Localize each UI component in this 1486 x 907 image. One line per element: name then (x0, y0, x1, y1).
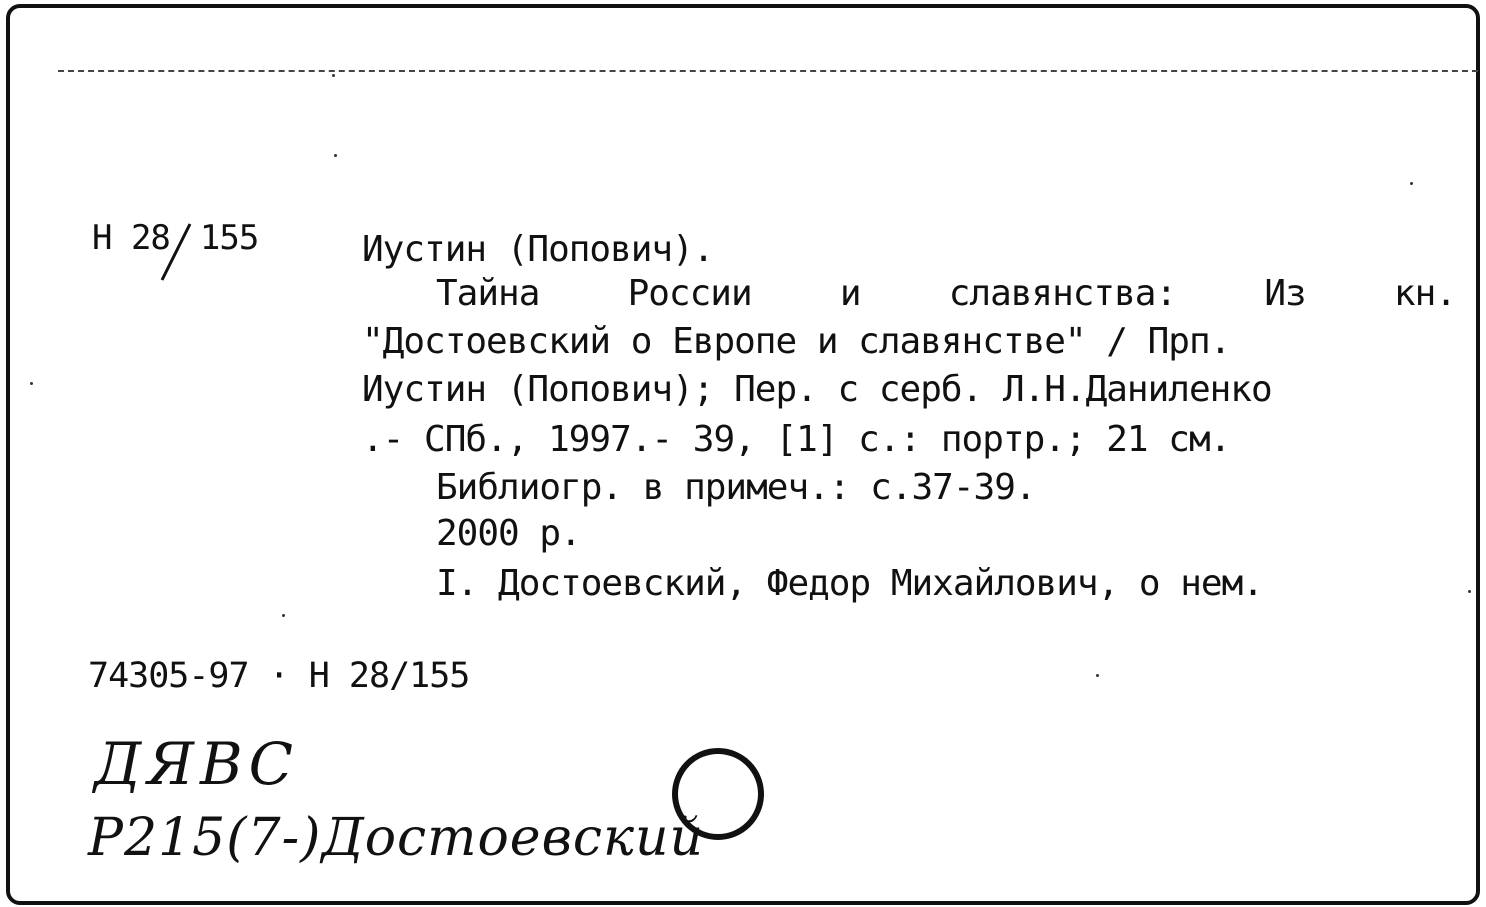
imprint-line: .- СПб., 1997.- 39, [1] с.: портр.; 21 см. (362, 419, 1231, 460)
entry-heading: Иустин (Попович). (362, 229, 714, 270)
handwritten-class-number: Р215(7-)Достоевский (88, 808, 704, 868)
catalog-card (6, 4, 1480, 905)
title-line-3: Иустин (Попович); Пер. с серб. Л.Н.Даниленко (362, 369, 1272, 410)
speck (1096, 674, 1099, 677)
price: 2000 р. (436, 513, 581, 554)
title-word: России (627, 273, 752, 314)
title-line-2: "Достоевский о Европе и славянстве" / Прп. (362, 321, 1231, 362)
subject-heading: I. Достоевский, Федор Михайлович, о нем. (436, 563, 1263, 604)
speck (1410, 182, 1413, 185)
inventory-number: 74305-97 · Н 28/155 (88, 656, 470, 696)
speck (30, 382, 33, 385)
circle-stamp (672, 748, 764, 840)
shelfmark-right: 155 (199, 218, 259, 258)
speck (334, 154, 337, 157)
handwritten-classification: ДЯВС (94, 730, 299, 798)
speck (332, 74, 335, 77)
title-word: славянства: (948, 273, 1177, 314)
bibliography-note: Библиогр. в примеч.: с.37-39. (436, 467, 1036, 508)
shelfmark-slash (156, 222, 196, 282)
top-dashed-rule (58, 70, 1478, 72)
title-line-1 (436, 270, 1456, 318)
speck (1468, 590, 1471, 593)
title-word: Из (1264, 273, 1306, 314)
title-word: кн. (1393, 273, 1456, 314)
title-word: и (839, 273, 861, 314)
speck (282, 614, 285, 617)
title-word: Тайна (436, 273, 540, 314)
shelfmark-left: Н 28 (92, 218, 170, 258)
